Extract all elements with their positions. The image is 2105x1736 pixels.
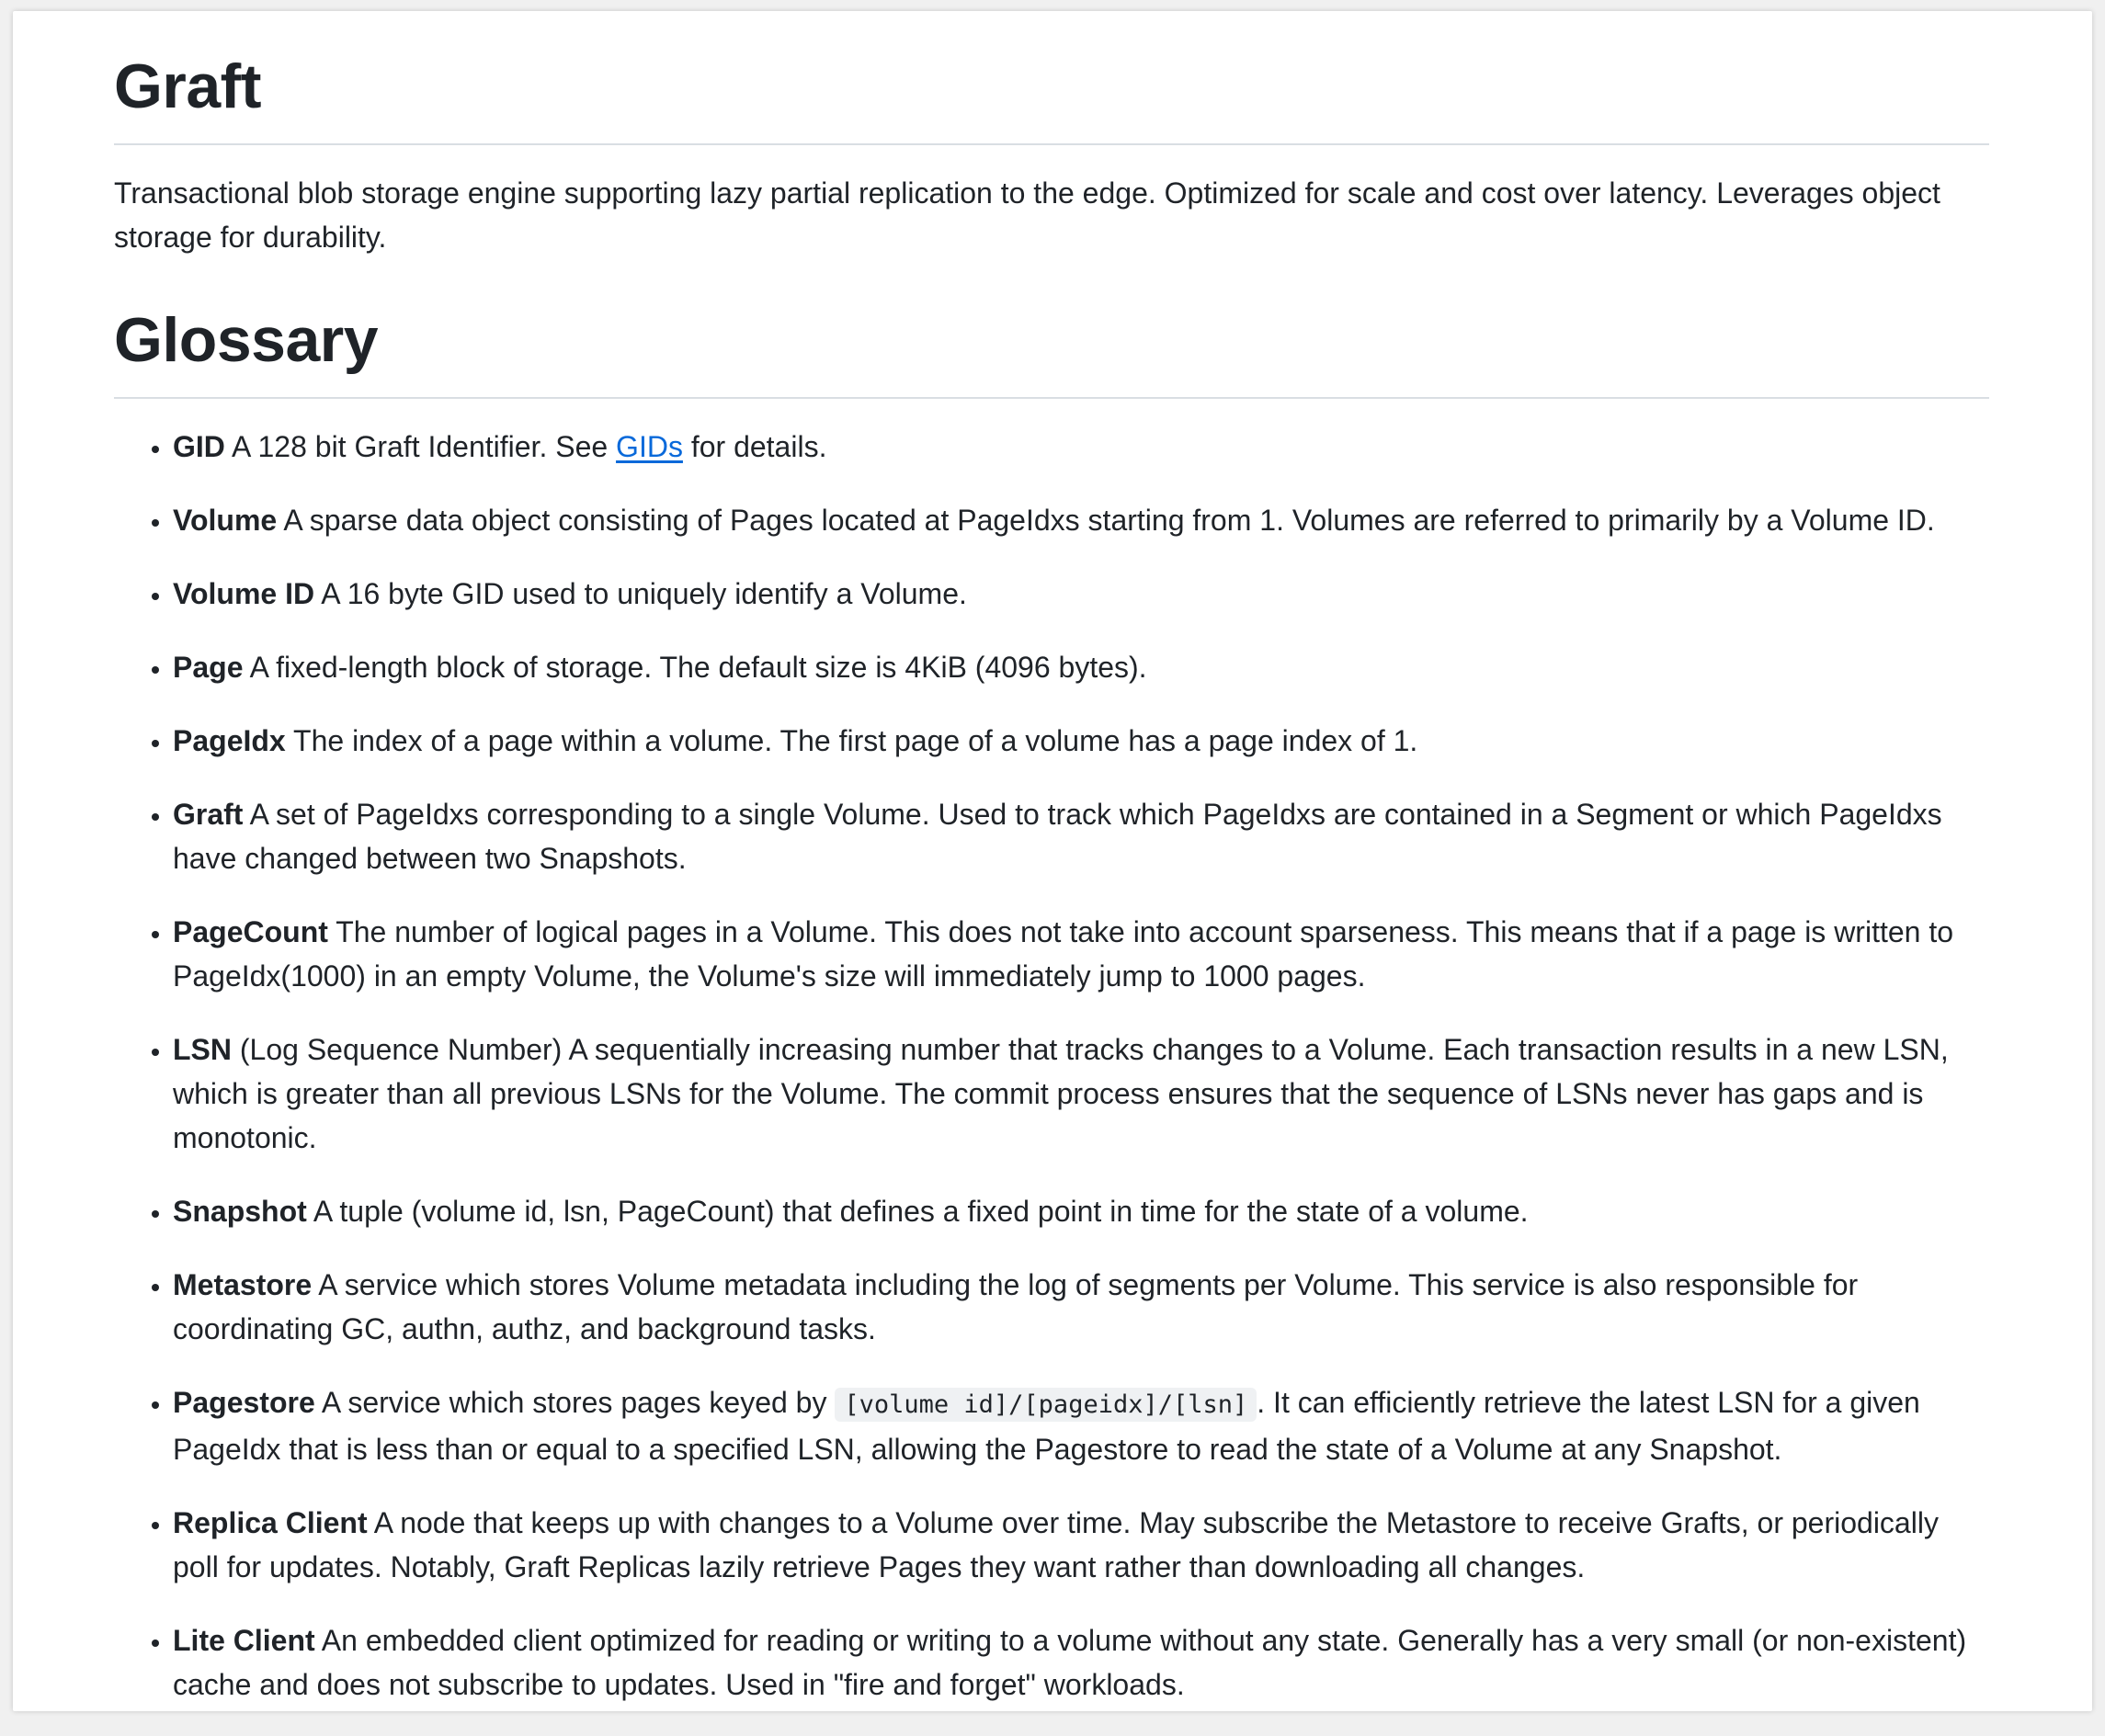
glossary-definition-end: . It can efficiently retrieve the latest LSN for a given PageIdx that is less than or equal to a specified LSN, allowing the Pagestore to read the state of a Volume at any Snapshot. — [173, 1386, 1920, 1466]
glossary-definition: The number of logical pages in a Volume. This does not take into account sparseness. This means that if a page is written to PageIdx(1000) in an empty Volume, the Volume's size will immediately jump to 1000 pages. — [173, 915, 1954, 993]
glossary-item-metastore — [173, 1263, 1989, 1351]
glossary-definition: A fixed-length block of storage. The default size is 4KiB (4096 bytes). — [243, 651, 1147, 684]
glossary-term: PageIdx — [173, 724, 286, 757]
glossary-definition: A tuple (volume id, lsn, PageCount) that defines a fixed point in time for the state of a volume. — [306, 1195, 1529, 1228]
glossary-term: Replica Client — [173, 1506, 368, 1539]
gids-link[interactable]: GIDs — [616, 430, 683, 463]
pagestore-key-code: [volume id]/[pageidx]/[lsn] — [835, 1388, 1257, 1422]
glossary-item-volume-id — [173, 572, 1989, 616]
glossary-item-pagestore — [173, 1380, 1989, 1471]
document-page — [13, 11, 2092, 1711]
glossary-item-volume — [173, 498, 1989, 542]
glossary-item-gid — [173, 425, 1989, 469]
glossary-item-pagecount — [173, 910, 1989, 998]
glossary-term: Volume — [173, 504, 278, 537]
glossary-list — [114, 425, 1989, 1707]
glossary-term: PageCount — [173, 915, 328, 948]
glossary-term: Lite Client — [173, 1624, 315, 1657]
glossary-term: Volume ID — [173, 577, 315, 610]
glossary-item-page — [173, 645, 1989, 689]
glossary-definition: An embedded client optimized for reading or writing to a volume without any state. Generally has a very small (or non-existent) cache and does not subscribe to updates. Used in "fire and forget" workloads. — [173, 1624, 1967, 1701]
glossary-definition: The index of a page within a volume. The first page of a volume has a page index of 1. — [285, 724, 1418, 757]
glossary-item-pageidx — [173, 719, 1989, 763]
glossary-term: Page — [173, 651, 244, 684]
glossary-definition: A 128 bit Graft Identifier. See — [224, 430, 617, 463]
glossary-definition: A service which stores Volume metadata including the log of segments per Volume. This service is also responsible for coordinating GC, authn, authz, and background tasks. — [173, 1268, 1859, 1345]
glossary-definition: A node that keeps up with changes to a Volume over time. May subscribe the Metastore to receive Grafts, or periodically poll for updates. Notably, Graft Replicas lazily retrieve Pages they want rather than downloading all changes. — [173, 1506, 1939, 1583]
glossary-definition: A sparse data object consisting of Pages located at PageIdxs starting from 1. Volumes are referred to primarily by a Volume ID. — [277, 504, 1935, 537]
glossary-term: GID — [173, 430, 225, 463]
glossary-item-graft — [173, 792, 1989, 880]
glossary-definition-end: for details. — [682, 430, 827, 463]
glossary-definition: (Log Sequence Number) A sequentially increasing number that tracks changes to a Volume. Each transaction results in a new LSN, which is greater than all previous LSNs for the Volume. The commit process ensures that the sequence of LSNs never has gaps and is monotonic. — [173, 1033, 1949, 1154]
glossary-item-replica-client — [173, 1501, 1989, 1589]
intro-paragraph: Transactional blob storage engine supporting lazy partial replication to the edge. Optimized for scale and cost over latency. Leverages object storage for durability. — [114, 176, 1940, 254]
glossary-term: Metastore — [173, 1268, 313, 1301]
glossary-definition: A set of PageIdxs corresponding to a single Volume. Used to track which PageIdxs are contained in a Segment or which PageIdxs have changed between two Snapshots. — [173, 798, 1942, 875]
glossary-definition: A service which stores pages keyed by — [314, 1386, 836, 1419]
glossary-heading: Glossary — [114, 296, 1989, 399]
glossary-item-lsn — [173, 1027, 1989, 1160]
glossary-term: LSN — [173, 1033, 232, 1066]
page-title: Graft — [114, 39, 1989, 145]
glossary-term: Pagestore — [173, 1386, 315, 1419]
glossary-item-snapshot — [173, 1189, 1989, 1233]
glossary-item-lite-client — [173, 1618, 1989, 1707]
glossary-term: Snapshot — [173, 1195, 307, 1228]
glossary-definition: A 16 byte GID used to uniquely identify a Volume. — [314, 577, 967, 610]
glossary-term: Graft — [173, 798, 244, 831]
readme-content — [114, 39, 1989, 1736]
